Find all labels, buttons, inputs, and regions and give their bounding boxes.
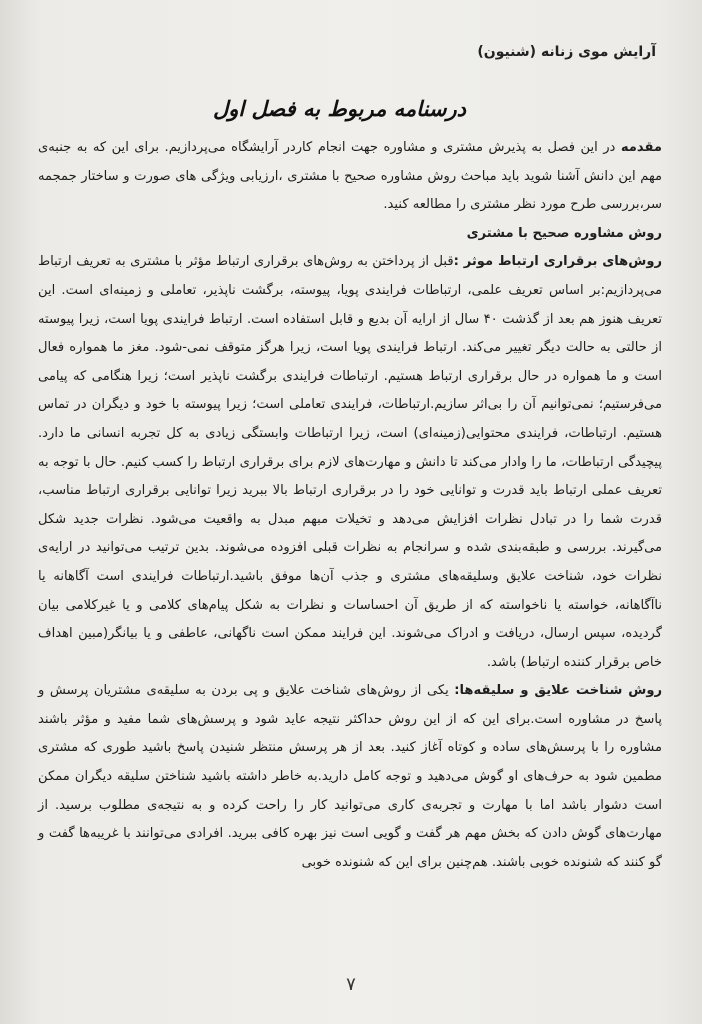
taste-text: یکی از روش‌های شناخت علایق و پی بردن به سلیقه‌ی مشتریان پرسش و پاسخ در مشاوره است.برای این که از این روش حداکثر نتیجه عاید شود و پرسش‌های شما مفید و مؤثر باشند مشاوره را با پرسش‌های ساده و کوتاه آغاز کنید. بعد از هر پرسش منتظر شنیدن پاسخ باشید طوری که مشتری مطمین شود به حرف‌های او گوش می‌دهید و توجه کامل دارید.به خاطر داشته باشید شناختن سلیقه دیگران ممکن است دشوار باشد اما با مهارت و تجربه‌ی کاری می‌توانید کار را راحت کرده و به نتیجه‌ی مطلوب برسید. از مهارت‌های گوش دادن که بخش مهم هر گفت و گویی است نیز بهره کافی ببرید. افرادی می‌توانند با غریبه‌ها گفت و گو کنند که شنونده خوبی باشند. هم‌چنین برای این که شنونده خوبی	[38, 683, 662, 870]
section-heading-consultation: روش مشاوره صحیح با مشتری	[466, 225, 662, 241]
intro-text: در این فصل به پذیرش مشتری و مشاوره جهت انجام کاردر آرایشگاه می‌پردازیم. برای این که به جنبه‌ی مهم این دانش آشنا شوید باید مباحث روش مشاوره صحیح با مشتری ،ارزیابی ویژگی های صورت و ساختار جمجمه سر،بررسی طرح مورد نظر مشتری را مطالعه کنید.	[38, 140, 662, 213]
intro-label: مقدمه	[620, 140, 662, 155]
body-text	[38, 134, 662, 877]
taste-label: روش شناخت علایق و سلیقه‌ها:	[454, 683, 662, 699]
communication-paragraph	[38, 248, 662, 677]
communication-label: روش‌های برقراری ارتباط موثر :	[453, 254, 663, 270]
intro-paragraph	[38, 134, 662, 220]
page-number: ۷	[346, 974, 356, 995]
taste-paragraph	[38, 677, 662, 877]
communication-text: قبل از پرداختن به روش‌های برقراری ارتباط مؤثر با مشتری به تعریف ارتباط می‌پردازیم:بر اساس تعریف علمی، ارتباطات فرایندی پویا، پیوسته، برگشت ناپذیر، تعاملی و زمینه‌ای است. این تعریف هنوز هم بعد از گذشت ۴۰ سال از ارایه آن بدیع و قابل استفاده است. ارتباط فرایندی پویا است، زیرا پیوسته از حالتی به حالت دیگر تغییر می‌کند. ارتباط فرایندی پویا است، زیرا هرگز متوقف نمی-شود. مغز ما همواره فعال است و ما همواره در حال برقراری ارتباط هستیم. ارتباطات فرایندی برگشت ناپذیر است؛ زیرا هنگامی که پیامی می‌فرستیم؛ نمی‌توانیم آن را بی‌اثر سازیم.ارتباطات، فرایندی تعاملی است؛ زیرا پیوسته با خود و دیگران در تماس هستیم. ارتباطات، فرایندی محتوایی(زمینه‌ای) است، زیرا ارتباطات وابستگی زیادی به کل تجربه انسانی ما دارد. پیچیدگی ارتباطات، ما را وادار می‌کند تا دانش و مهارت‌های لازم برای برقراری ارتباط را کسب کنیم. حال با توجه به تعریف عملی ارتباط باید قدرت و توانایی خود را در برقراری ارتباط بالا ببرید زیرا توانایی برقراری ارتباط مناسب، قدرت شما را در تبادل نظرات افزایش می‌دهد و تخیلات مبهم مبدل به واقعیت می‌شود. نظرات جدید شکل می‌گیرند. بررسی و طبقه‌بندی شده و سرانجام به نظرات قبلی افزوده می‌شوند. بدین ترتیب می‌توانید در ارایه‌ی نظرات خود، شناخت علایق وسلیقه‌های مشتری و جذب آن‌ها موفق باشید.ارتباطات فرایندی است آگاهانه یا ناآگاهانه، خواسته یا ناخواسته که از طریق آن احساسات و نظرات به شکل پیام‌های کلامی و یا غیرکلامی بیان گردیده، سپس ارسال، دریافت و ادراک می‌شوند. این فرایند ممکن است ناگهانی، عاطفی و یا بیانگر(مبین اهداف خاص برقرار کننده ارتباط) باشد.	[38, 254, 662, 670]
running-header: آرایش موی زنانه (شنیون)	[477, 44, 656, 60]
chapter-title: درسنامه مربوط به فصل اول	[212, 97, 466, 121]
